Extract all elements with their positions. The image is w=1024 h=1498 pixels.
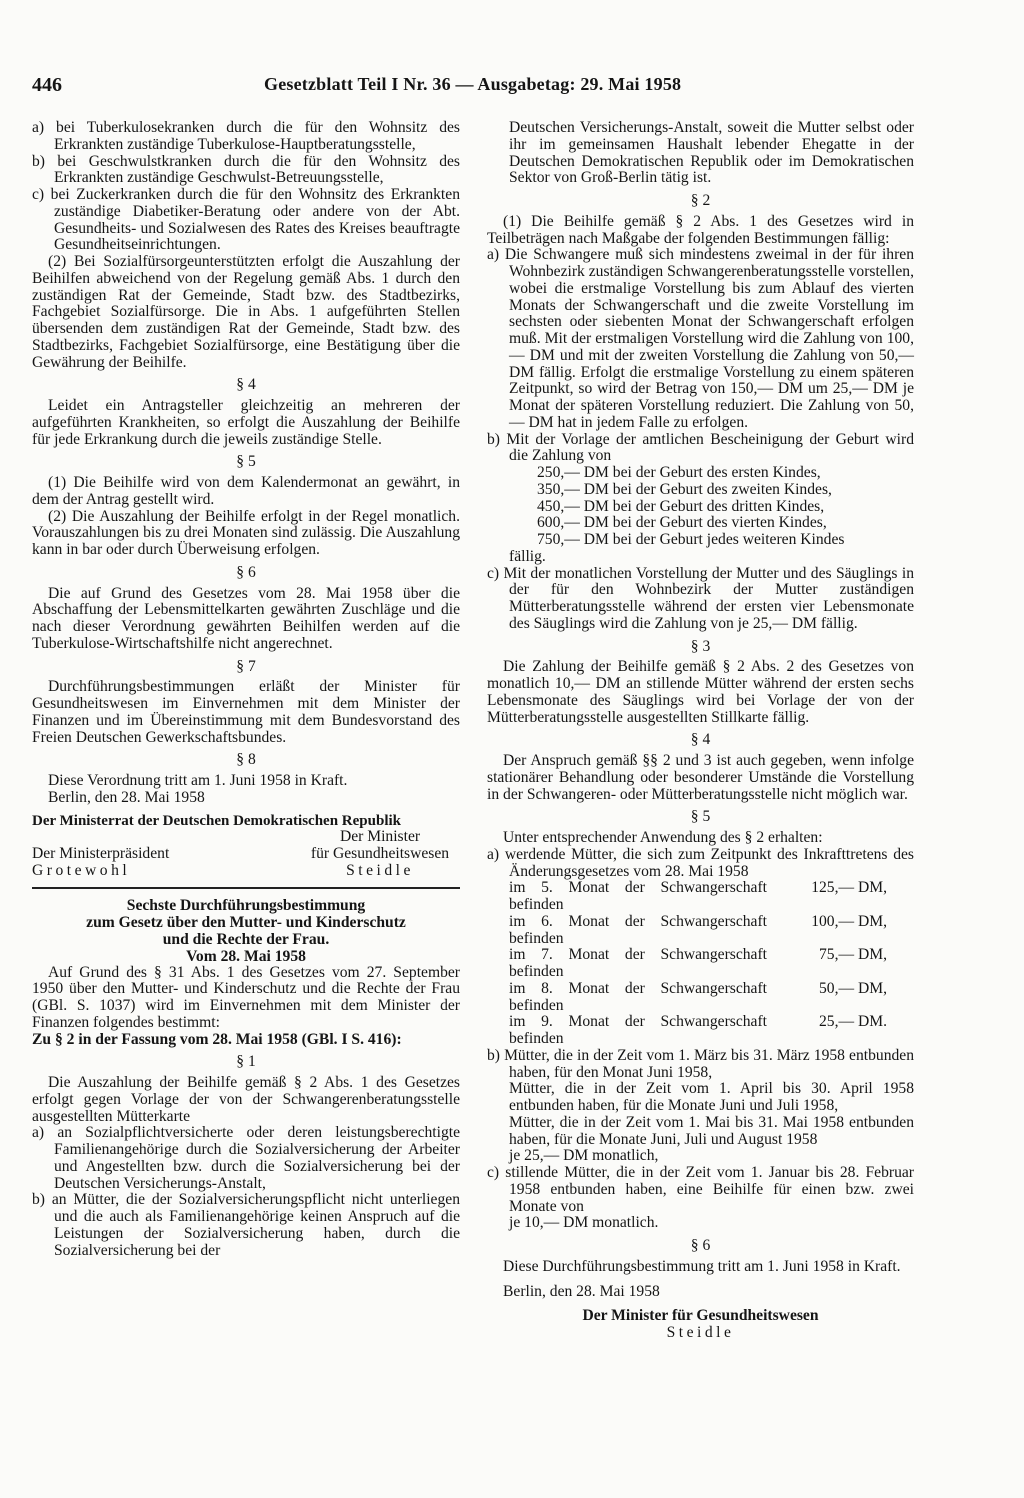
signature-organisation: Der Minister für Gesundheitswesen <box>582 1307 819 1325</box>
paragraph: Mütter, die in der Zeit vom 1. Mai bis 31. Mai 1958 entbunden haben, für die Monate Juni, Juli und August 1958 <box>509 1113 914 1148</box>
paragraph: (2) Die Auszahlung der Beihilfe erfolgt in der Regel monatlich. Vorauszahlungen bis zu drei Monaten sind zulässig. Die Auszahlung kann in bar oder durch Überweisung erfolgen. <box>32 507 460 558</box>
month-row <box>509 981 914 1015</box>
paragraph: Durchführungsbestimmungen erläßt der Minister für Gesundheitswesen im Einvernehmen mit dem Minister der Finanzen und im Übereinstimmung mit dem Bundesvorstand des Freien Deutschen Gewerkschaftsbundes. <box>32 678 460 746</box>
signature-row <box>32 829 460 846</box>
paragraph: (2) Bei Sozialfürsorgeunterstützten erfolgt die Auszahlung der Beihilfen abweichend von der Regelung gemäß Abs. 1 durch den zuständigen Rat der Gemeinde, Stadt bzw. des Stadtbezirks, Fachgebiet Sozialfürsorge. Die in Abs. 1 aufgeführten Stellen übersenden dem zuständigen Rat der Gemeinde, Stadt bzw. des Stadtbezirks, Fachgebiet Sozialfürsorge, eine Bestätigung über die Gewährung der Beihilfe. <box>32 253 460 371</box>
list-item: a) Die Schwangere muß sich mindestens zweimal in der für ihren Wohnbezirk zuständigen Schwangerenberatungsstelle vorstellen, wobei die erstmalige Vorstellung bis zum Ablauf des vierten Monats der Schwangerschaft und die zweite Vorstellung im sechsten oder siebenten Monat der Schwangerschaft erfolgen muß. Mit der erstmaligen Vorstellung wird die Zahlung von 100,— DM und mit der zweiten Vorstellung die Zahlung von 50,— DM fällig. Erfolgt die erstmalige Vorstellung zu einem späteren Zeitpunkt, so wird der Betrag von 150,— DM um 25,— DM je Monat der späteren Vorstellung reduziert. Die Zahlung von 50,— DM hat in jedem Falle zu erfolgen. <box>487 246 914 431</box>
paragraph: (1) Die Beihilfe gemäß § 2 Abs. 1 des Gesetzes wird in Teilbeträgen nach Maßgabe der folgenden Bestimmungen fällig: <box>487 212 914 247</box>
amount-line: 750,— DM bei der Geburt jedes weiteren Kindes <box>537 531 845 548</box>
paragraph: (1) Die Beihilfe wird von dem Kalendermonat an gewährt, in dem der Antrag gestellt wird. <box>32 474 460 508</box>
paragraph: Deutschen Versicherungs-Anstalt, soweit die Mutter selbst oder ihr im gemeinsamen Haushalt lebender Ehegatte in der Deutschen Demokratischen Republik oder im Demokratischen Sektor von Groß-Berlin tätig ist. <box>509 119 914 187</box>
paragraph: Die auf Grund des Gesetzes vom 28. Mai 1958 über die Abschaffung der Lebensmittelkarten gewährten Zuschläge und die nach dieser Verordnung gewährten Beihilfen werden auf die Tuberkulose-Wirtschaftshilfe nicht angerechnet. <box>32 584 460 652</box>
section-heading: § 3 <box>690 637 711 655</box>
signature-row <box>32 846 460 863</box>
amount-line: 350,— DM bei der Geburt des zweiten Kindes, <box>537 480 832 498</box>
signature-organisation: Der Ministerrat der Deutschen Demokratischen Republik <box>32 812 401 829</box>
signature-name: Steidle <box>346 861 414 879</box>
list-item: b) Mütter, die in der Zeit vom 1. März bis 31. März 1958 entbunden haben, für den Monat Juni 1958, <box>487 1046 914 1081</box>
right-column <box>487 120 914 1342</box>
paragraph: Die Auszahlung der Beihilfe gemäß § 2 Abs. 1 des Gesetzes erfolgt gegen Vorlage der von der Schwangerenberatungsstelle ausgestellten Mütterkarte <box>32 1074 460 1125</box>
month-label: im 9. Monat der Schwangerschaft befinden <box>509 1013 767 1047</box>
page-number: 446 <box>32 74 62 96</box>
section-heading: § 8 <box>236 751 256 769</box>
month-list <box>487 880 914 1048</box>
paragraph: Die Zahlung der Beihilfe gemäß § 2 Abs. 2 des Gesetzes von monatlich 10,— DM an stillende Mütter während der ersten sechs Lebensmonate des Säuglings wird bei Vorlage der von der Mütterberatungsstelle ausgestellten Stillkarte fällig. <box>487 658 914 726</box>
paragraph: Auf Grund des § 31 Abs. 1 des Gesetzes vom 27. September 1950 über den Mutter- und Kinderschutz und die Rechte der Frau (GBl. S. 1037) wird im Einvernehmen mit dem Minister der Finanzen folgendes bestimmt: <box>32 963 460 1031</box>
section-heading: § 5 <box>690 808 711 826</box>
month-amount: 50,— DM, <box>818 979 887 997</box>
month-amount: 100,— DM, <box>811 912 887 930</box>
amount-list <box>487 465 914 549</box>
paragraph: je 25,— DM monatlich, <box>509 1147 659 1165</box>
list-item: c) bei Zuckerkranken durch die für den Wohnsitz des Erkrankten zuständige Diabetiker-Beratung oder andere von der Abt. Gesundheits- und Sozialwesen des Rates des Kreises beauftragte Gesundheitseinrichtungen. <box>32 186 460 254</box>
month-amount: 125,— DM, <box>811 879 887 897</box>
paragraph: Unter entsprechender Anwendung des § 2 erhalten: <box>503 829 823 846</box>
paragraph: Diese Verordnung tritt am 1. Juni 1958 in Kraft. <box>48 772 348 789</box>
amount-line: 250,— DM bei der Geburt des ersten Kindes, <box>537 464 821 481</box>
signature-name: Grotewohl <box>32 861 131 879</box>
signature-title: für Gesundheitswesen <box>310 845 450 862</box>
paragraph: Der Anspruch gemäß §§ 2 und 3 ist auch gegeben, wenn infolge stationärer Behandlung oder besonderer Umstände die Vorstellung in der Schwangeren- oder Mütterberatungsstelle nicht möglich war. <box>487 752 914 803</box>
document-title: und die Rechte der Frau. <box>162 930 330 948</box>
month-amount: 25,— DM. <box>818 1013 887 1031</box>
amount-line: 600,— DM bei der Geburt des vierten Kindes, <box>537 514 827 532</box>
month-amount: 75,— DM, <box>818 946 887 964</box>
month-label: im 5. Monat der Schwangerschaft befinden <box>509 879 767 913</box>
left-column <box>32 120 460 1259</box>
section-heading: § 4 <box>236 376 256 394</box>
signature-name: Steidle <box>666 1324 735 1341</box>
month-label: im 7. Monat der Schwangerschaft befinden <box>509 946 767 980</box>
place-date: Berlin, den 28. Mai 1958 <box>48 788 205 806</box>
page-header <box>32 74 972 100</box>
list-item: b) bei Geschwulstkranken durch die für den Wohnsitz des Erkrankten zuständige Geschwulst-Betreuungsstelle, <box>32 152 460 187</box>
signature-title: Der Minister <box>339 828 421 846</box>
signature-title: Der Ministerpräsident <box>32 845 170 862</box>
list-item: c) stillende Mütter, die in der Zeit vom 1. Januar bis 28. Februar 1958 entbunden haben, eine Beihilfe für einen bzw. zwei Monate von <box>487 1164 914 1215</box>
running-title: Gesetzblatt Teil I Nr. 36 — Ausgabetag: 29. Mai 1958 <box>264 74 682 94</box>
subheading: Zu § 2 in der Fassung vom 28. Mai 1958 (GBl. I S. 416): <box>32 1030 402 1048</box>
section-heading: § 1 <box>236 1053 256 1071</box>
list-item: a) an Sozialpflichtversicherte oder deren leistungsberechtigte Familienangehörige durch die Sozialversicherung der Arbeiter und Angestellten bzw. durch die Sozialversicherung bei der Deutschen Versicherungs-Anstalt, <box>32 1124 460 1192</box>
amount-line: 450,— DM bei der Geburt des dritten Kindes, <box>537 497 825 515</box>
list-item: b) an Mütter, die der Sozialversicherungspflicht nicht unterliegen und die auch als Familienangehörige keinen Anspruch auf die Leistungen der Sozialversicherung haben, durch die Sozialversicherung bei der <box>32 1191 460 1259</box>
list-item: a) werdende Mütter, die sich zum Zeitpunkt des Inkrafttretens des Änderungsgesetzes vom 28. Mai 1958 <box>487 845 914 880</box>
paragraph: Leidet ein Antragsteller gleichzeitig an mehreren der aufgeführten Krankheiten, so erfolgt die Auszahlung der Beihilfe für jede Erkrankung durch die jeweils zuständige Stelle. <box>32 397 460 448</box>
list-item: c) Mit der monatlichen Vorstellung der Mutter und des Säuglings in der für den Wohnbezirk der Mutter zuständigen Mütterberatungsstelle während der ersten vier Lebensmonate des Säuglings wird die Zahlung von je 25,— DM fällig. <box>487 564 914 632</box>
document-title: zum Gesetz über den Mutter- und Kinderschutz <box>86 913 406 931</box>
section-heading: § 2 <box>690 192 711 209</box>
month-row <box>509 880 914 914</box>
document-title: Sechste Durchführungsbestimmung <box>126 896 366 914</box>
paragraph: je 10,— DM monatlich. <box>509 1214 659 1232</box>
paragraph: Mütter, die in der Zeit vom 1. April bis 30. April 1958 entbunden haben, für die Monate Juni und Juli 1958, <box>509 1080 914 1114</box>
month-row <box>509 1014 914 1048</box>
month-row <box>509 947 914 981</box>
list-item: a) bei Tuberkulosekranken durch die für den Wohnsitz des Erkrankten zuständige Tuberkulose-Hauptberatungsstelle, <box>32 119 460 153</box>
month-label: im 8. Monat der Schwangerschaft befinden <box>509 979 767 1014</box>
document-date: Vom 28. Mai 1958 <box>186 947 306 965</box>
section-heading: § 6 <box>690 1237 711 1254</box>
section-heading: § 5 <box>236 453 256 471</box>
signature-row <box>32 863 460 880</box>
month-row <box>509 914 914 948</box>
section-heading: § 6 <box>236 563 256 581</box>
divider <box>32 887 460 889</box>
section-heading: § 4 <box>690 731 711 749</box>
paragraph: fällig. <box>509 547 546 565</box>
month-label: im 6. Monat der Schwangerschaft befinden <box>509 912 767 947</box>
list-item: b) Mit der Vorlage der amtlichen Bescheinigung der Geburt wird die Zahlung von <box>487 430 914 465</box>
section-heading: § 7 <box>236 657 256 675</box>
paragraph: Diese Durchführungsbestimmung tritt am 1. Juni 1958 in Kraft. <box>503 1257 901 1275</box>
place-date: Berlin, den 28. Mai 1958 <box>503 1282 660 1300</box>
